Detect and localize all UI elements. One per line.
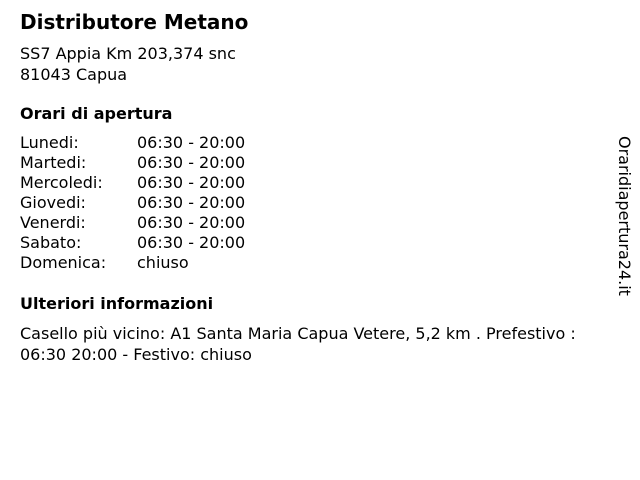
site-watermark: Oraridiapertura24.it xyxy=(615,136,634,296)
day-hours: 06:30 - 20:00 xyxy=(137,173,246,192)
address-city: 81043 Capua xyxy=(20,65,128,84)
day-label: Martedi: xyxy=(20,153,87,172)
day-label: Venerdi: xyxy=(20,213,86,232)
day-label: Mercoledi: xyxy=(20,173,103,192)
day-label: Sabato: xyxy=(20,233,82,252)
address-street: SS7 Appia Km 203,374 snc xyxy=(20,44,236,63)
hours-row-friday xyxy=(20,213,245,233)
further-info-text: Casello più vicino: A1 Santa Maria Capua Vetere, 5,2 km . Prefestivo : 06:30 20:00 - Festivo: chiuso xyxy=(20,324,576,364)
hours-row-tuesday xyxy=(20,153,245,173)
station-name: Distributore Metano xyxy=(20,10,249,34)
day-hours: 06:30 - 20:00 xyxy=(137,193,246,212)
station-address xyxy=(20,43,236,85)
day-label: Domenica: xyxy=(20,253,107,272)
hours-row-wednesday xyxy=(20,173,245,193)
hours-row-thursday xyxy=(20,193,245,213)
opening-hours-table xyxy=(20,133,245,273)
further-info-heading: Ulteriori informazioni xyxy=(20,294,214,313)
day-hours: 06:30 - 20:00 xyxy=(137,153,246,172)
day-label: Lunedi: xyxy=(20,133,79,152)
hours-row-sunday xyxy=(20,253,245,273)
hours-row-saturday xyxy=(20,233,245,253)
day-label: Giovedi: xyxy=(20,193,86,212)
day-hours: 06:30 - 20:00 xyxy=(137,133,246,152)
day-hours: 06:30 - 20:00 xyxy=(137,213,246,232)
day-hours: chiuso xyxy=(137,253,189,272)
hours-row-monday xyxy=(20,133,245,153)
day-hours: 06:30 - 20:00 xyxy=(137,233,246,252)
opening-hours-heading: Orari di apertura xyxy=(20,104,173,123)
